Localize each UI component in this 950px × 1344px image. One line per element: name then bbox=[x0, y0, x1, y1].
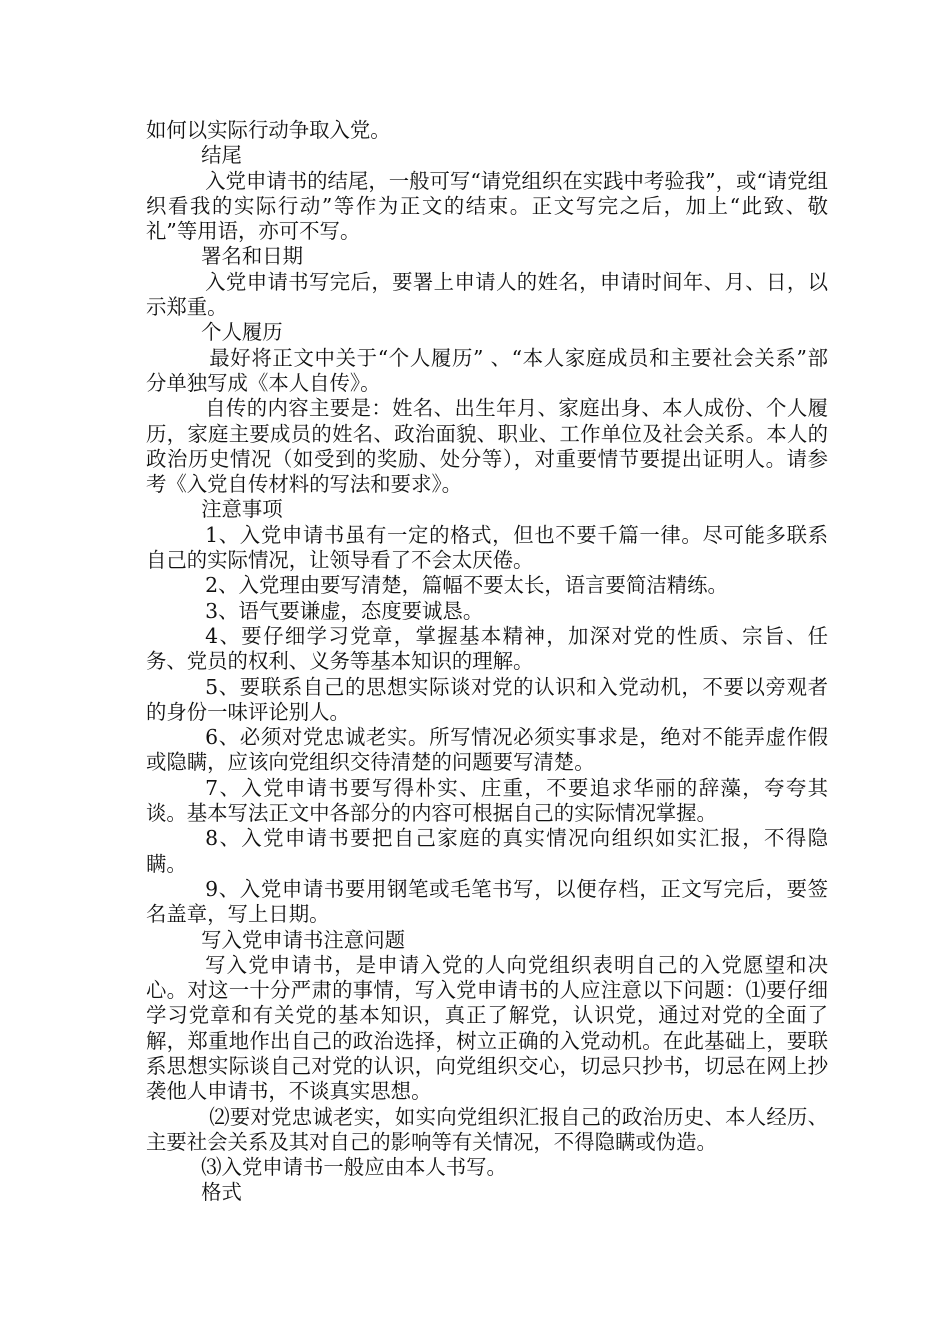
paragraph: 6、必须对党忠诚老实。所写情况必须实事求是，绝对不能弄虚作假或隐瞒，应该向党组织交待清楚的问题要写清楚。 bbox=[146, 725, 828, 775]
paragraph: 自传的内容主要是：姓名、出生年月、家庭出身、本人成份、个人履历，家庭主要成员的姓名、政治面貌、职业、工作单位及社会关系。本人的政治历史情况（如受到的奖励、处分等），对重要情节要提出证明人。请参考《入党自传材料的写法和要求》。 bbox=[146, 396, 828, 497]
paragraph: 入党申请书的结尾，一般可写“请党组织在实践中考验我”，或“请党组织看我的实际行动”等作为正文的结束。正文写完之后，加上“此致、敬礼”等用语，亦可不写。 bbox=[146, 168, 828, 244]
paragraph: 入党申请书写完后，要署上申请人的姓名，申请时间年、月、日，以示郑重。 bbox=[146, 269, 828, 320]
section-heading: 结尾 bbox=[201, 143, 242, 168]
document-page bbox=[146, 118, 828, 1206]
section-heading: 个人履历 bbox=[201, 320, 283, 345]
paragraph: 2、入党理由要写清楚，篇幅不要太长，语言要简洁精练。 bbox=[205, 573, 728, 598]
paragraph: 1、入党申请书虽有一定的格式，但也不要千篇一律。尽可能多联系自己的实际情况，让领导看了不会太厌倦。 bbox=[146, 522, 828, 573]
section-heading: 注意事项 bbox=[201, 497, 283, 522]
section-heading: 格式 bbox=[201, 1180, 242, 1205]
section-heading: 写入党申请书注意问题 bbox=[201, 927, 405, 952]
paragraph: 3、语气要谦虚，态度要诚恳。 bbox=[205, 598, 484, 623]
section-heading: 署名和日期 bbox=[201, 244, 304, 269]
paragraph: 写入党申请书，是申请入党的人向党组织表明自己的入党愿望和决心。对这一十分严肃的事情，写入党申请书的人应注意以下问题：⑴要仔细学习党章和有关党的基本知识，真正了解党，认识党，通过对党的全面了解，郑重地作出自己的政治选择，树立正确的入党动机。在此基础上，要联系思想实际谈自己对党的认识，向党组织交心，切忌只抄书，切忌在网上抄袭他人申请书，不谈真实思想。 bbox=[146, 952, 828, 1104]
section-heading: ⑶入党申请书一般应由本人书写。 bbox=[201, 1155, 507, 1180]
paragraph-continuation: 如何以实际行动争取入党。 bbox=[146, 118, 391, 142]
paragraph: 5、要联系自己的思想实际谈对党的认识和入党动机，不要以旁观者的身份一味评论别人。 bbox=[146, 674, 828, 724]
paragraph: 8、入党申请书要把自己家庭的真实情况向组织如实汇报，不得隐瞒。 bbox=[146, 826, 828, 876]
paragraph: ⑵要对党忠诚老实，如实向党组织汇报自己的政治历史、本人经历、主要社会关系及其对自己的影响等有关情况，不得隐瞒或伪造。 bbox=[146, 1104, 828, 1154]
paragraph: 最好将正文中关于“个人履历” 、“本人家庭成员和主要社会关系”部分单独写成《本人自传》。 bbox=[146, 345, 828, 395]
paragraph: 7、入党申请书要写得朴实、庄重，不要追求华丽的辞藻，夸夸其谈。基本写法正文中各部分的内容可根据自己的实际情况掌握。 bbox=[146, 775, 828, 826]
paragraph: 9、入党申请书要用钢笔或毛笔书写，以便存档，正文写完后，要签名盖章，写上日期。 bbox=[146, 876, 828, 927]
paragraph: 4、要仔细学习党章，掌握基本精神，加深对党的性质、宗旨、任务、党员的权利、义务等基本知识的理解。 bbox=[146, 623, 828, 674]
